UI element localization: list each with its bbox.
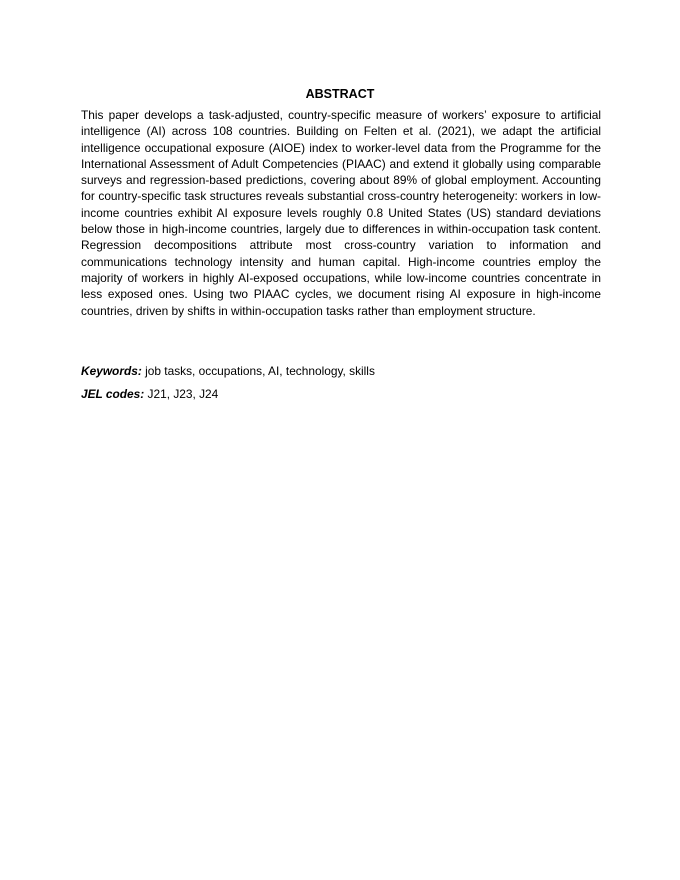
- keywords-label: Keywords:: [81, 364, 142, 378]
- abstract-heading: ABSTRACT: [305, 87, 375, 101]
- jel-codes-line: [81, 386, 601, 402]
- jel-codes-value: J21, J23, J24: [147, 387, 219, 401]
- abstract-body: This paper develops a task-adjusted, country-specific measure of workers’ exposure to artificial intelligence (AI) across 108 countries. Building on Felten et al. (2021), we adapt the artificial intelligence occupational exposure (AIOE) index to worker-level data from the Programme for the International Assessment of Adult Competencies (PIAAC) and extend it globally using comparable surveys and regression-based predictions, covering about 89% of global employment. Accounting for country-specific task structures reveals substantial cross-country heterogeneity: workers in low-income countries exhibit AI exposure levels roughly 0.8 United States (US) standard deviations below those in high-income countries, largely due to differences in within-occupation task content. Regression decompositions attribute most cross-country variation to information and communications technology intensity and human capital. High-income countries employ the majority of workers in highly AI-exposed occupations, while low-income countries concentrate in less exposed ones. Using two PIAAC cycles, we document rising AI exposure in high-income countries, driven by shifts in within-occupation tasks rather than employment structure.: [81, 108, 601, 318]
- keywords-value: job tasks, occupations, AI, technology, skills: [145, 364, 375, 378]
- keywords-line: [81, 363, 601, 379]
- jel-codes-label: JEL codes:: [81, 387, 145, 401]
